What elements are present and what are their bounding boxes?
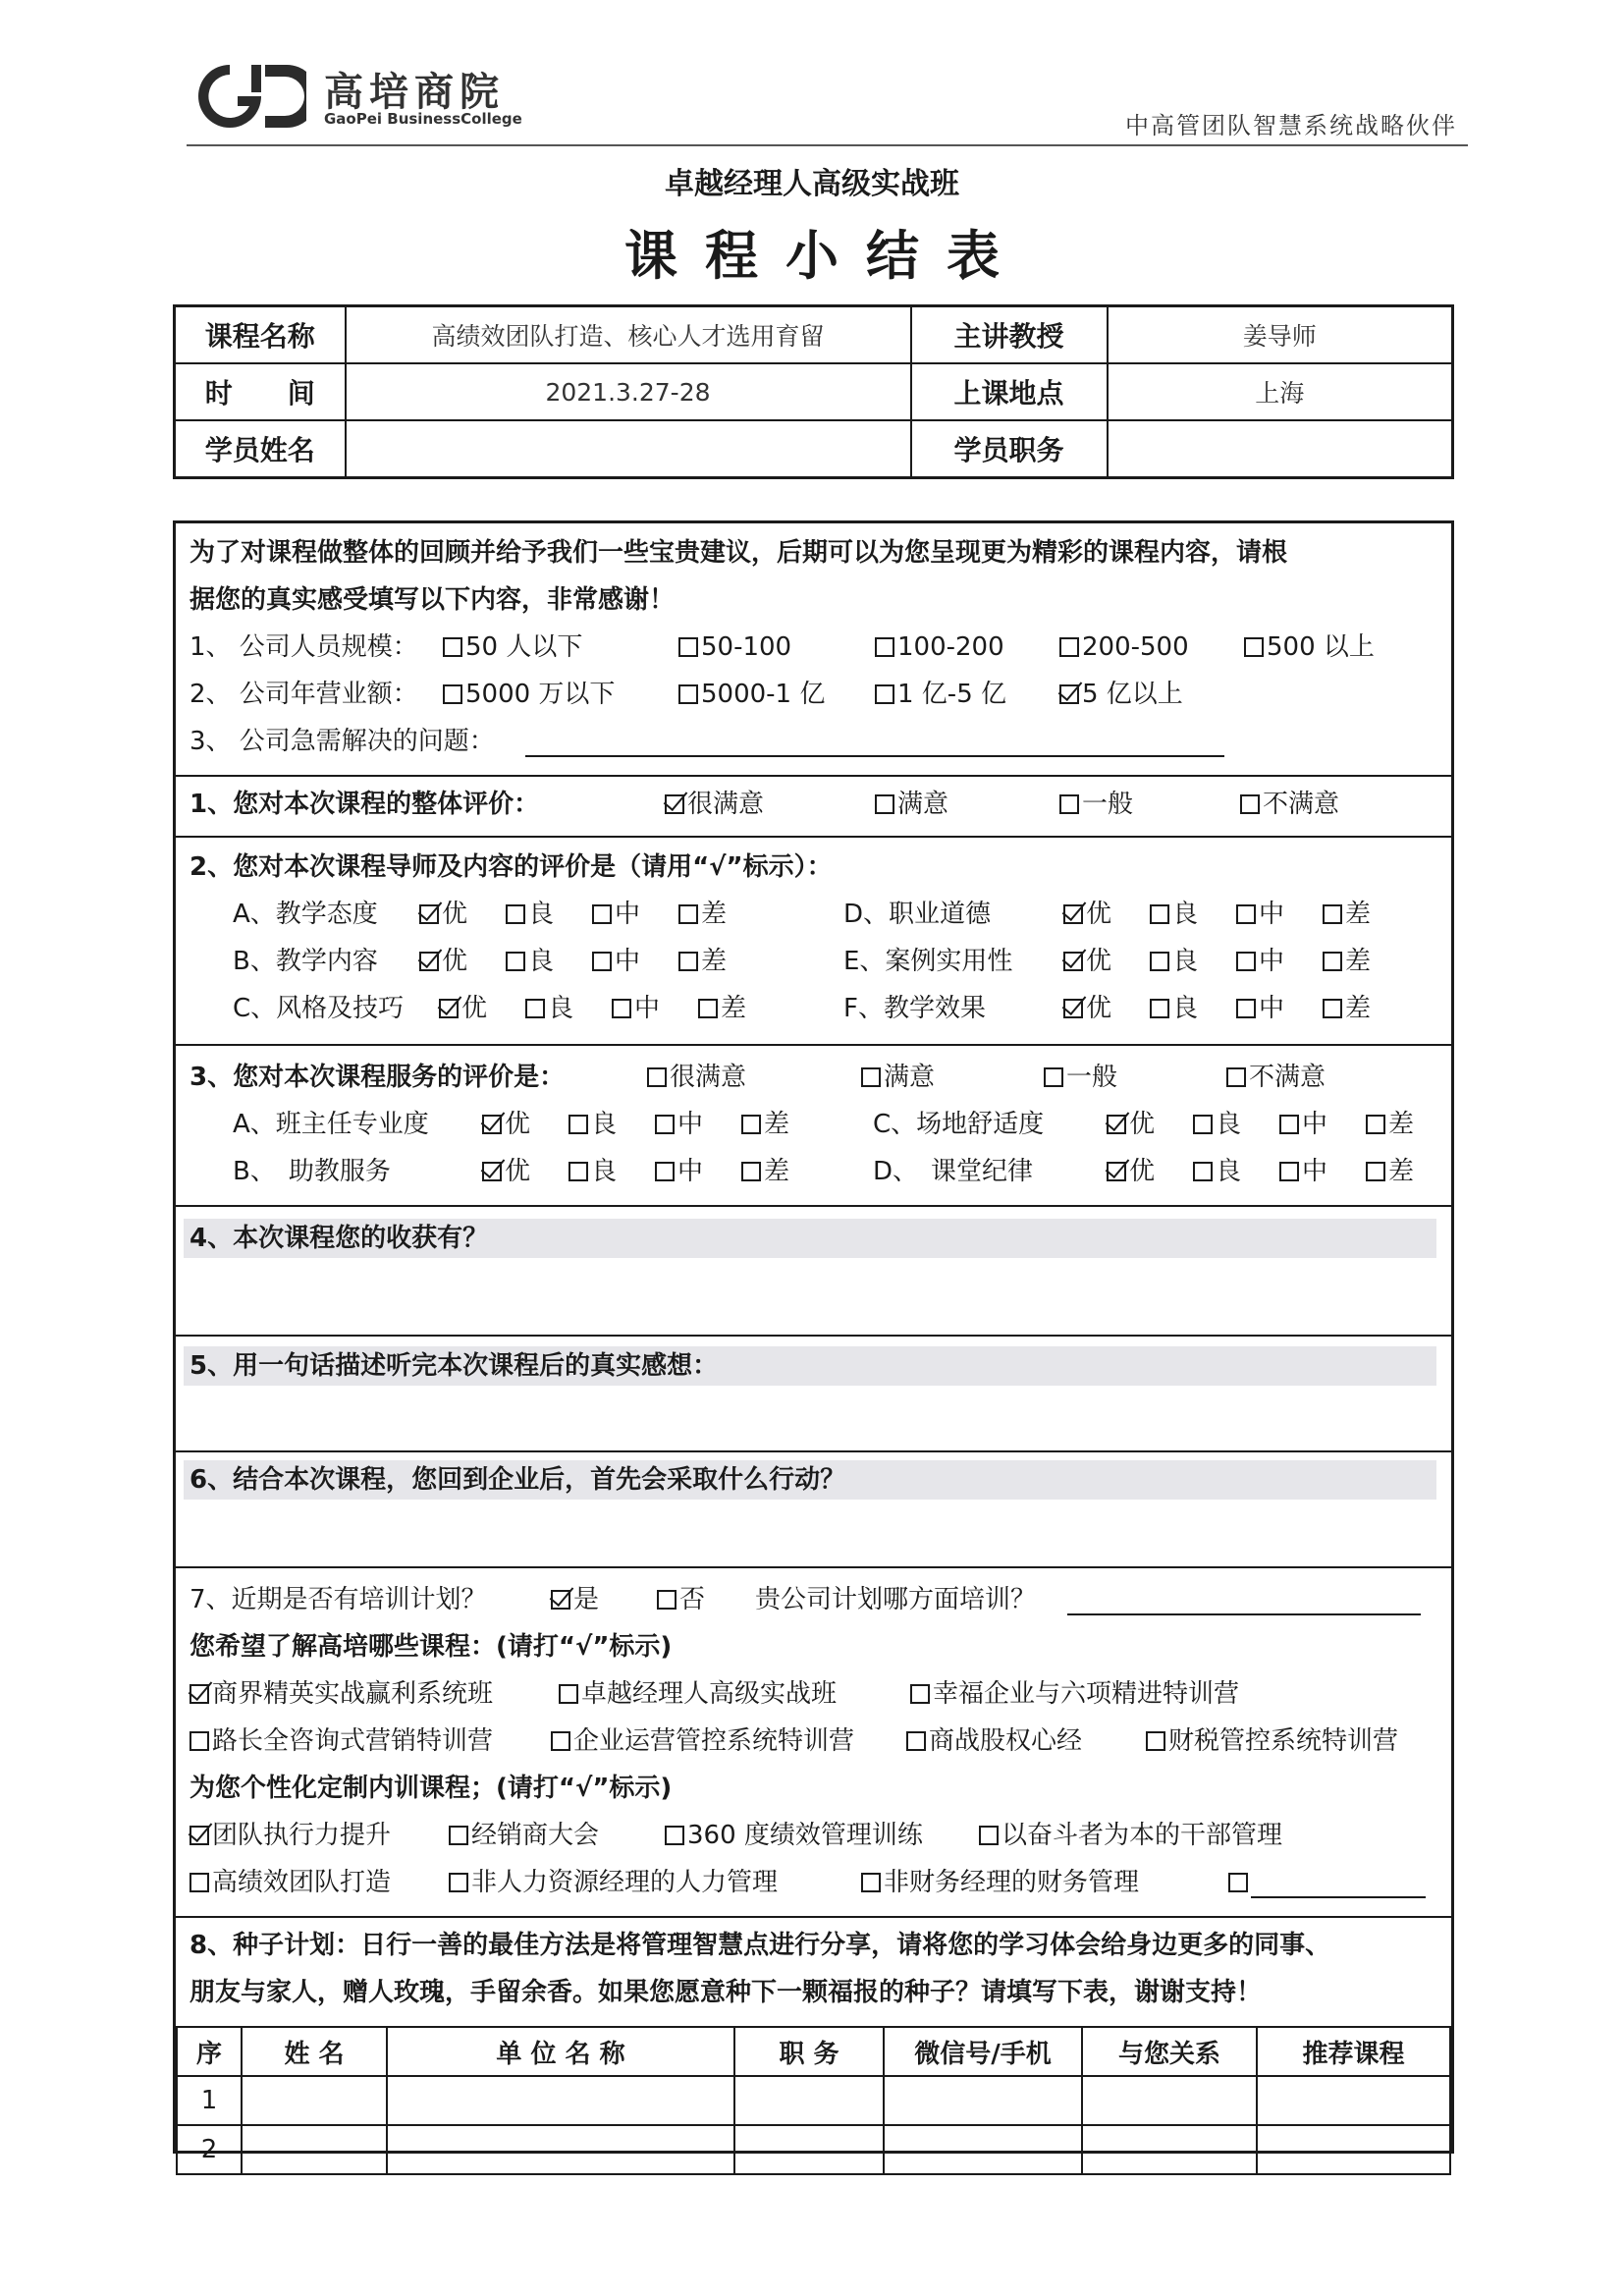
intro-line-2: 据您的真实感受填写以下内容，非常感谢！ xyxy=(189,585,676,615)
checkbox[interactable] xyxy=(1228,1873,1248,1892)
row-number: 1 xyxy=(177,2076,242,2125)
checkbox-checked[interactable] xyxy=(551,1590,570,1610)
student-name-field[interactable] xyxy=(346,420,911,478)
grade-option[interactable]: 差 xyxy=(678,899,727,930)
size-option-5[interactable]: 500 以上 xyxy=(1244,631,1375,663)
checkbox[interactable] xyxy=(1193,1162,1213,1181)
divider xyxy=(176,775,1451,777)
table-row xyxy=(177,2125,1450,2174)
checkbox[interactable] xyxy=(592,952,612,971)
divider xyxy=(176,1916,1451,1918)
checkbox[interactable] xyxy=(449,1873,468,1892)
checkbox[interactable] xyxy=(875,684,894,704)
checkbox[interactable] xyxy=(449,1826,468,1845)
custom-option[interactable]: 以奋斗者为本的干部管理 xyxy=(979,1820,1282,1851)
q7-yes-option[interactable]: 是 xyxy=(551,1584,599,1615)
course-option[interactable]: 企业运营管控系统特训营 xyxy=(551,1725,854,1757)
q2-row-teaching-attitude: A、教学态度 xyxy=(233,900,378,929)
place-label: 上课地点 xyxy=(911,363,1108,420)
checkbox[interactable] xyxy=(1150,999,1169,1018)
q2-row-case-practicality: E、案例实用性 xyxy=(843,947,1013,976)
teacher-value: 姜导师 xyxy=(1108,306,1453,364)
divider xyxy=(176,1044,1451,1046)
size-option-3[interactable]: 100-200 xyxy=(875,631,1004,663)
checkbox[interactable] xyxy=(1244,637,1264,657)
checkbox[interactable] xyxy=(1240,794,1260,814)
course-option[interactable]: 路长全咨询式营销特训营 xyxy=(189,1725,493,1757)
course-option[interactable]: 幸福企业与六项精进特训营 xyxy=(910,1678,1239,1710)
teacher-label: 主讲教授 xyxy=(911,306,1108,364)
checkbox[interactable] xyxy=(1059,637,1079,657)
q1-option-3[interactable]: 一般 xyxy=(1059,789,1133,820)
checkbox[interactable] xyxy=(678,684,698,704)
table-header-row xyxy=(177,2027,1450,2076)
table-cell-input[interactable] xyxy=(242,2076,387,2125)
table-cell-input[interactable] xyxy=(884,2125,1082,2174)
checkbox-checked[interactable] xyxy=(1107,1162,1126,1181)
checkbox-checked[interactable] xyxy=(439,999,459,1018)
checkbox[interactable] xyxy=(678,637,698,657)
q7-which-field[interactable] xyxy=(1067,1584,1421,1615)
checkbox-checked[interactable] xyxy=(482,1162,502,1181)
course-name-label: 课程名称 xyxy=(175,306,346,364)
custom-option[interactable]: 非财务经理的财务管理 xyxy=(861,1867,1139,1898)
table-cell-input[interactable] xyxy=(734,2076,884,2125)
checkbox[interactable] xyxy=(657,1590,677,1610)
grade-option[interactable]: 良 xyxy=(525,993,573,1024)
checkbox[interactable] xyxy=(1059,794,1079,814)
grade-option[interactable]: 良 xyxy=(568,1109,617,1140)
checkbox[interactable] xyxy=(592,904,612,924)
checkbox[interactable] xyxy=(906,1731,926,1751)
row-number: 2 xyxy=(177,2125,242,2174)
grade-option[interactable]: 良 xyxy=(1150,946,1198,977)
checkbox[interactable] xyxy=(861,1873,881,1892)
checkbox[interactable] xyxy=(189,1873,209,1892)
divider xyxy=(176,1335,1451,1337)
checkbox[interactable] xyxy=(875,637,894,657)
checkbox[interactable] xyxy=(506,952,525,971)
column-header: 姓 名 xyxy=(242,2027,387,2076)
grade-option[interactable]: 差 xyxy=(678,946,727,977)
checkbox[interactable] xyxy=(1323,904,1342,924)
checkbox[interactable] xyxy=(1150,952,1169,971)
checkbox[interactable] xyxy=(1236,904,1256,924)
student-position-field[interactable] xyxy=(1108,420,1453,478)
checkbox[interactable] xyxy=(875,794,894,814)
custom-option[interactable]: 360 度绩效管理训练 xyxy=(665,1820,923,1851)
student-position-label: 学员职务 xyxy=(911,420,1108,478)
q6-label: 6、结合本次课程，您回到企业后，首先会采取什么行动？ xyxy=(189,1465,846,1495)
q4-label: 4、本次课程您的收获有？ xyxy=(189,1224,489,1253)
q3-row-head-teacher: A、班主任专业度 xyxy=(233,1110,429,1139)
course-name-value: 高绩效团队打造、核心人才选用育留 xyxy=(346,306,911,364)
checkbox[interactable] xyxy=(443,684,462,704)
custom-option[interactable]: 高绩效团队打造 xyxy=(189,1867,391,1898)
checkbox[interactable] xyxy=(861,1067,881,1087)
tagline: 中高管团队智慧系统战略伙伴 xyxy=(1125,112,1457,139)
custom-option[interactable]: 团队执行力提升 xyxy=(189,1820,391,1851)
checkbox[interactable] xyxy=(1236,999,1256,1018)
column-header: 微信号/手机 xyxy=(884,2027,1082,2076)
checkbox[interactable] xyxy=(1236,952,1256,971)
q5-label: 5、用一句话描述听完本次课程后的真实感想： xyxy=(189,1351,719,1381)
checkbox-checked[interactable] xyxy=(482,1115,502,1134)
intro-line-1: 为了对课程做整体的回顾并给予我们一些宝贵建议，后期可以为您呈现更为精彩的课程内容，请根 xyxy=(189,538,1288,568)
checkbox[interactable] xyxy=(741,1115,761,1134)
grade-option[interactable]: 中 xyxy=(592,946,640,977)
grade-option[interactable]: 差 xyxy=(741,1156,789,1187)
divider xyxy=(176,1566,1451,1568)
q8-line-1: 8、种子计划：日行一善的最佳方法是将管理智慧点进行分享，请将您的学习体会给身边更多的同事、 xyxy=(189,1931,1331,1960)
q3-option-3[interactable]: 一般 xyxy=(1044,1062,1117,1093)
grade-option[interactable]: 差 xyxy=(741,1109,789,1140)
grade-option[interactable]: 中 xyxy=(1236,993,1284,1024)
checkbox[interactable] xyxy=(678,904,698,924)
checkbox[interactable] xyxy=(443,637,462,657)
brand-name-en: GaoPei BusinessCollege xyxy=(324,110,522,128)
checkbox-checked[interactable] xyxy=(1063,999,1083,1018)
time-label: 时 间 xyxy=(175,363,346,420)
checkbox[interactable] xyxy=(979,1826,999,1845)
grade-option[interactable]: 中 xyxy=(655,1109,703,1140)
custom-option[interactable]: 非人力资源经理的人力管理 xyxy=(449,1867,778,1898)
table-cell-input[interactable] xyxy=(387,2125,734,2174)
form-subtitle: 卓越经理人高级实战班 xyxy=(665,167,959,201)
company-revenue-label: 2、 公司年营业额： xyxy=(189,680,418,709)
revenue-option-2[interactable]: 5000-1 亿 xyxy=(678,679,825,710)
table-row xyxy=(177,2076,1450,2125)
checkbox-checked[interactable] xyxy=(189,1826,209,1845)
size-option-4[interactable]: 200-500 xyxy=(1059,631,1189,663)
divider xyxy=(176,1450,1451,1452)
column-header: 序 xyxy=(177,2027,242,2076)
divider xyxy=(176,1205,1451,1207)
company-size-label: 1、 公司人员规模： xyxy=(189,632,418,662)
checkbox-checked[interactable] xyxy=(1107,1115,1126,1134)
course-option[interactable]: 商战股权心经 xyxy=(906,1725,1082,1757)
grade-option[interactable]: 良 xyxy=(506,899,554,930)
revenue-option-1[interactable]: 5000 万以下 xyxy=(443,679,615,710)
checkbox[interactable] xyxy=(1044,1067,1063,1087)
checkbox[interactable] xyxy=(1366,1162,1385,1181)
grade-option[interactable]: 良 xyxy=(1193,1156,1241,1187)
q1-label: 1、您对本次课程的整体评价： xyxy=(189,790,540,819)
q2-row-teaching-content: B、教学内容 xyxy=(233,947,378,976)
course-option[interactable]: 卓越经理人高级实战班 xyxy=(559,1678,837,1710)
gaopei-logo-icon xyxy=(192,59,306,134)
table-cell-input[interactable] xyxy=(1257,2076,1450,2125)
q1-option-4[interactable]: 不满意 xyxy=(1240,789,1339,820)
grade-option[interactable]: 中 xyxy=(612,993,660,1024)
grade-option[interactable]: 差 xyxy=(1323,899,1371,930)
time-value: 2021.3.27-28 xyxy=(346,363,911,420)
seed-plan-table xyxy=(176,2026,1451,2175)
course-info-table xyxy=(173,304,1454,479)
q3-row-class-discipline: D、 课堂纪律 xyxy=(873,1157,1034,1186)
grade-option[interactable]: 优 xyxy=(1107,1156,1155,1187)
q1-option-1[interactable]: 很满意 xyxy=(665,789,764,820)
place-value: 上海 xyxy=(1108,363,1453,420)
column-header: 职 务 xyxy=(734,2027,884,2076)
q6-answer-field[interactable] xyxy=(189,1509,1436,1558)
grade-option[interactable]: 良 xyxy=(506,946,554,977)
grade-option[interactable]: 优 xyxy=(1063,946,1111,977)
header-divider xyxy=(187,144,1468,146)
grade-option[interactable]: 中 xyxy=(1279,1109,1327,1140)
checkbox-checked[interactable] xyxy=(189,1684,209,1704)
q3-row-assistant-service: B、 助教服务 xyxy=(233,1157,391,1186)
grade-option[interactable]: 优 xyxy=(1063,899,1111,930)
q3-option-1[interactable]: 很满意 xyxy=(647,1062,746,1093)
grade-option[interactable]: 中 xyxy=(1236,946,1284,977)
custom-other-option[interactable] xyxy=(1228,1867,1426,1898)
checkbox-checked[interactable] xyxy=(419,952,439,971)
grade-option[interactable]: 差 xyxy=(1323,993,1371,1024)
grade-option[interactable]: 优 xyxy=(439,993,487,1024)
column-header: 推荐课程 xyxy=(1257,2027,1450,2076)
table-cell-input[interactable] xyxy=(1257,2125,1450,2174)
checkbox[interactable] xyxy=(1226,1067,1246,1087)
checkbox[interactable] xyxy=(525,999,545,1018)
column-header: 单 位 名 称 xyxy=(387,2027,734,2076)
checkbox[interactable] xyxy=(1193,1115,1213,1134)
checkbox[interactable] xyxy=(1150,904,1169,924)
table-cell-input[interactable] xyxy=(734,2125,884,2174)
checkbox-checked[interactable] xyxy=(665,794,684,814)
grade-option[interactable]: 良 xyxy=(1150,993,1198,1024)
q3-row-venue-comfort: C、场地舒适度 xyxy=(873,1110,1045,1139)
revenue-option-4[interactable]: 5 亿以上 xyxy=(1059,679,1183,710)
course-option[interactable]: 财税管控系统特训营 xyxy=(1146,1725,1398,1757)
table-cell-input[interactable] xyxy=(1082,2125,1257,2174)
checkbox[interactable] xyxy=(1279,1115,1299,1134)
grade-option[interactable]: 差 xyxy=(698,993,746,1024)
form-title: 课程小结表 xyxy=(624,225,1027,287)
q3-label: 3、您对本次课程服务的评价是： xyxy=(189,1063,566,1092)
checkbox[interactable] xyxy=(189,1731,209,1751)
grade-option[interactable]: 优 xyxy=(482,1109,530,1140)
checkbox[interactable] xyxy=(741,1162,761,1181)
checkbox-checked[interactable] xyxy=(1063,952,1083,971)
q7-label: 7、近期是否有培训计划？ xyxy=(189,1585,487,1614)
checkbox-checked[interactable] xyxy=(1059,684,1079,704)
checkbox[interactable] xyxy=(647,1067,667,1087)
course-option[interactable]: 商界精英实战赢利系统班 xyxy=(189,1678,493,1710)
checkbox[interactable] xyxy=(1366,1115,1385,1134)
revenue-option-3[interactable]: 1 亿-5 亿 xyxy=(875,679,1006,710)
grade-option[interactable]: 良 xyxy=(1150,899,1198,930)
checkbox-checked[interactable] xyxy=(419,904,439,924)
checkbox[interactable] xyxy=(655,1115,675,1134)
checkbox[interactable] xyxy=(1323,999,1342,1018)
q7-courses-label: 您希望了解高培哪些课程：(请打“√”标示) xyxy=(189,1632,673,1662)
table-cell-input[interactable] xyxy=(387,2076,734,2125)
grade-option[interactable]: 差 xyxy=(1366,1109,1414,1140)
grade-option[interactable]: 中 xyxy=(1279,1156,1327,1187)
checkbox[interactable] xyxy=(568,1162,588,1181)
checkbox[interactable] xyxy=(1323,952,1342,971)
grade-option[interactable]: 差 xyxy=(1366,1156,1414,1187)
grade-option[interactable]: 优 xyxy=(1107,1109,1155,1140)
q7-no-option[interactable]: 否 xyxy=(657,1584,705,1615)
q7-custom-label: 为您个性化定制内训课程；(请打“√”标示) xyxy=(189,1774,673,1803)
checkbox[interactable] xyxy=(1146,1731,1165,1751)
checkbox[interactable] xyxy=(655,1162,675,1181)
checkbox[interactable] xyxy=(910,1684,930,1704)
checkbox[interactable] xyxy=(678,952,698,971)
table-cell-input[interactable] xyxy=(884,2076,1082,2125)
q2-row-professional-ethics: D、职业道德 xyxy=(843,900,992,929)
company-problem-label: 3、 公司急需解决的问题： xyxy=(189,727,495,756)
checkbox[interactable] xyxy=(612,999,631,1018)
grade-option[interactable]: 良 xyxy=(1193,1109,1241,1140)
q2-row-style-skill: C、风格及技巧 xyxy=(233,994,405,1023)
custom-option[interactable]: 经销商大会 xyxy=(449,1820,599,1851)
table-cell-input[interactable] xyxy=(242,2125,387,2174)
checkbox[interactable] xyxy=(551,1731,570,1751)
checkbox[interactable] xyxy=(665,1826,684,1845)
checkbox[interactable] xyxy=(559,1684,578,1704)
checkbox[interactable] xyxy=(506,904,525,924)
grade-option[interactable]: 优 xyxy=(419,899,467,930)
grade-option[interactable]: 中 xyxy=(655,1156,703,1187)
checkbox-checked[interactable] xyxy=(1063,904,1083,924)
q7-which-label: 贵公司计划哪方面培训？ xyxy=(755,1585,1037,1614)
q5-answer-field[interactable] xyxy=(189,1395,1436,1445)
size-option-2[interactable]: 50-100 xyxy=(678,631,791,663)
grade-option[interactable]: 优 xyxy=(482,1156,530,1187)
grade-option[interactable]: 优 xyxy=(419,946,467,977)
checkbox[interactable] xyxy=(568,1115,588,1134)
grade-option[interactable]: 优 xyxy=(1063,993,1111,1024)
brand-name: 高培商院 xyxy=(324,70,505,115)
q8-line-2: 朋友与家人，赠人玫瑰，手留余香。如果您愿意种下一颗福报的种子？请填写下表，谢谢支持！ xyxy=(189,1978,1263,2007)
grade-option[interactable]: 中 xyxy=(592,899,640,930)
divider xyxy=(176,836,1451,838)
q4-answer-field[interactable] xyxy=(189,1268,1436,1327)
q1-option-2[interactable]: 满意 xyxy=(875,789,948,820)
q2-label: 2、您对本次课程导师及内容的评价是（请用“√”标示）： xyxy=(189,852,833,882)
column-header: 与您关系 xyxy=(1082,2027,1257,2076)
checkbox[interactable] xyxy=(698,999,718,1018)
company-problem-field[interactable] xyxy=(525,726,1224,757)
size-option-1[interactable]: 50 人以下 xyxy=(443,631,582,663)
grade-option[interactable]: 良 xyxy=(568,1156,617,1187)
survey-form xyxy=(173,520,1454,2164)
q3-option-4[interactable]: 不满意 xyxy=(1226,1062,1326,1093)
student-name-label: 学员姓名 xyxy=(175,420,346,478)
table-cell-input[interactable] xyxy=(1082,2076,1257,2125)
checkbox[interactable] xyxy=(1279,1162,1299,1181)
q3-option-2[interactable]: 满意 xyxy=(861,1062,935,1093)
q2-row-teaching-effect: F、教学效果 xyxy=(843,994,986,1023)
grade-option[interactable]: 中 xyxy=(1236,899,1284,930)
grade-option[interactable]: 差 xyxy=(1323,946,1371,977)
